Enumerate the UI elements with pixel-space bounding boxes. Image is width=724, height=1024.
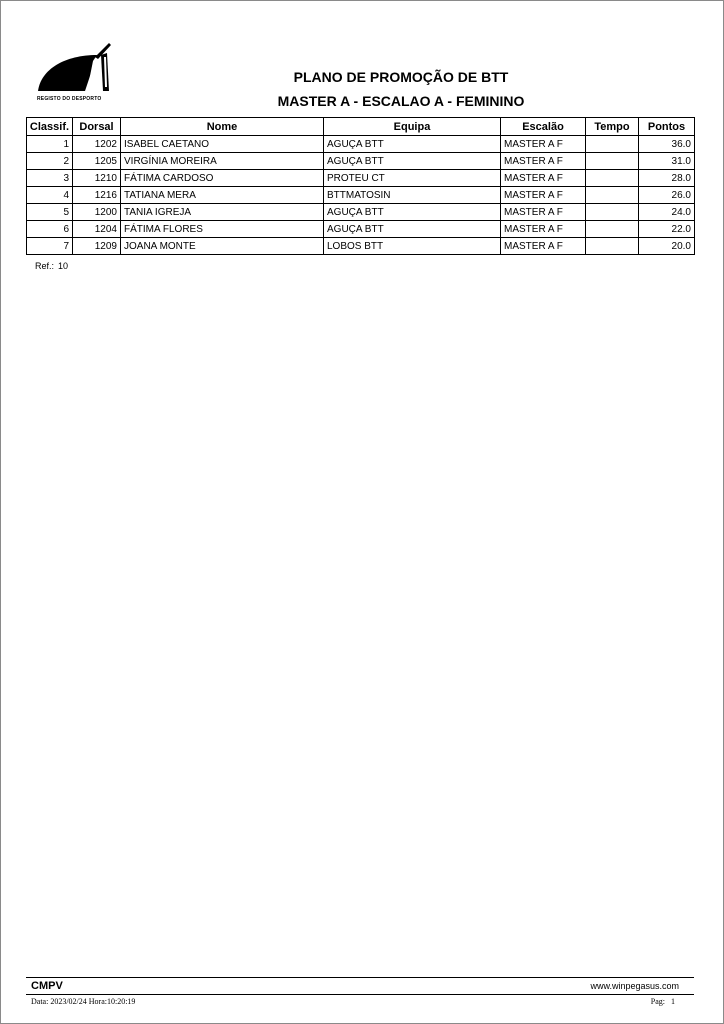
footer-date: Data: 2023/02/24 Hora:10:20:19 bbox=[31, 997, 136, 1006]
cell-equipa: BTTMATOSIN bbox=[324, 187, 501, 204]
cell-dorsal: 1205 bbox=[73, 153, 121, 170]
cell-pontos: 22.0 bbox=[639, 221, 695, 238]
cell-escalao: MASTER A F bbox=[501, 136, 586, 153]
cell-classif: 4 bbox=[27, 187, 73, 204]
footer-divider-top bbox=[26, 977, 694, 978]
cell-escalao: MASTER A F bbox=[501, 204, 586, 221]
cell-classif: 1 bbox=[27, 136, 73, 153]
col-header-nome: Nome bbox=[121, 118, 324, 136]
reference-value: 10 bbox=[58, 261, 69, 271]
table-header-row bbox=[27, 118, 695, 136]
results-table bbox=[26, 117, 695, 255]
cell-escalao: MASTER A F bbox=[501, 221, 586, 238]
report-title: PLANO DE PROMOÇÃO DE BTT bbox=[293, 69, 509, 85]
cell-escalao: MASTER A F bbox=[501, 238, 586, 255]
col-header-tempo: Tempo bbox=[586, 118, 639, 136]
report-subtitle: MASTER A - ESCALAO A - FEMININO bbox=[277, 93, 525, 109]
cell-nome: FÁTIMA FLORES bbox=[121, 221, 324, 238]
cell-tempo bbox=[586, 204, 639, 221]
page-label: Pag: bbox=[650, 997, 665, 1006]
cell-tempo bbox=[586, 187, 639, 204]
cell-nome: VIRGÍNIA MOREIRA bbox=[121, 153, 324, 170]
col-header-pontos: Pontos bbox=[639, 118, 695, 136]
table-row bbox=[27, 204, 695, 221]
table-row bbox=[27, 238, 695, 255]
cell-tempo bbox=[586, 153, 639, 170]
cell-nome: JOANA MONTE bbox=[121, 238, 324, 255]
cell-classif: 7 bbox=[27, 238, 73, 255]
logo-caption: REGISTO DO DESPORTO bbox=[37, 96, 102, 102]
cell-nome: FÁTIMA CARDOSO bbox=[121, 170, 324, 187]
cell-equipa: AGUÇA BTT bbox=[324, 221, 501, 238]
table-row bbox=[27, 187, 695, 204]
footer-website: www.winpegasus.com bbox=[590, 981, 679, 991]
cell-pontos: 20.0 bbox=[639, 238, 695, 255]
cell-pontos: 36.0 bbox=[639, 136, 695, 153]
cell-pontos: 28.0 bbox=[639, 170, 695, 187]
cell-tempo bbox=[586, 170, 639, 187]
table-row bbox=[27, 221, 695, 238]
footer-divider-bottom bbox=[26, 994, 694, 995]
cell-dorsal: 1202 bbox=[73, 136, 121, 153]
col-header-dorsal: Dorsal bbox=[73, 118, 121, 136]
cell-classif: 3 bbox=[27, 170, 73, 187]
cell-equipa: AGUÇA BTT bbox=[324, 153, 501, 170]
reference bbox=[35, 261, 72, 271]
cell-classif: 5 bbox=[27, 204, 73, 221]
cell-dorsal: 1209 bbox=[73, 238, 121, 255]
cell-equipa: AGUÇA BTT bbox=[324, 204, 501, 221]
col-header-escalao: Escalão bbox=[501, 118, 586, 136]
cell-nome: TATIANA MERA bbox=[121, 187, 324, 204]
cell-tempo bbox=[586, 221, 639, 238]
cell-escalao: MASTER A F bbox=[501, 187, 586, 204]
footer-page-number bbox=[645, 997, 675, 1006]
cell-dorsal: 1216 bbox=[73, 187, 121, 204]
cell-pontos: 26.0 bbox=[639, 187, 695, 204]
cell-escalao: MASTER A F bbox=[501, 170, 586, 187]
cell-pontos: 24.0 bbox=[639, 204, 695, 221]
cell-tempo bbox=[586, 238, 639, 255]
cell-classif: 6 bbox=[27, 221, 73, 238]
cell-tempo bbox=[586, 136, 639, 153]
cell-classif: 2 bbox=[27, 153, 73, 170]
page-number: 1 bbox=[671, 997, 675, 1006]
cell-nome: TANIA IGREJA bbox=[121, 204, 324, 221]
col-header-equipa: Equipa bbox=[324, 118, 501, 136]
cell-dorsal: 1210 bbox=[73, 170, 121, 187]
cell-equipa: PROTEU CT bbox=[324, 170, 501, 187]
cell-equipa: LOBOS BTT bbox=[324, 238, 501, 255]
cell-dorsal: 1204 bbox=[73, 221, 121, 238]
cell-nome: ISABEL CAETANO bbox=[121, 136, 324, 153]
table-row bbox=[27, 136, 695, 153]
table-row bbox=[27, 170, 695, 187]
col-header-classif: Classif. bbox=[27, 118, 73, 136]
cell-pontos: 31.0 bbox=[639, 153, 695, 170]
cell-dorsal: 1200 bbox=[73, 204, 121, 221]
footer-organization: CMPV bbox=[31, 980, 63, 992]
table-row bbox=[27, 153, 695, 170]
reference-label: Ref.: bbox=[35, 261, 55, 271]
cell-equipa: AGUÇA BTT bbox=[324, 136, 501, 153]
cell-escalao: MASTER A F bbox=[501, 153, 586, 170]
